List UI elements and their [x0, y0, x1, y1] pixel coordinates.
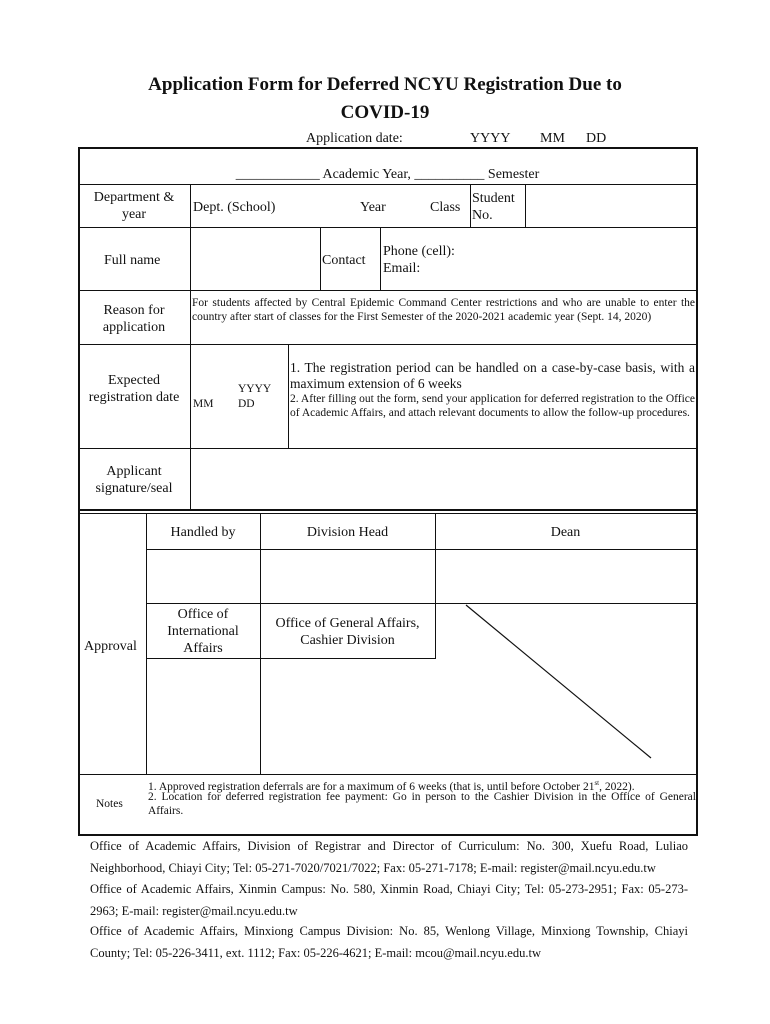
notes-label: Notes — [96, 798, 123, 810]
reason-label: Reason for application — [102, 303, 166, 335]
year-label: Year — [360, 200, 386, 215]
signature-label: Applicant signature/seal — [95, 464, 173, 496]
notes-item-2: 2. Location for deferred registration fee payment: Go in person to the Cashier Division in the Office of General Affairs. — [148, 791, 696, 817]
expected-note-2: 2. After filling out the form, send your application for deferred registration to the Office of Academic Affairs, and attach relevant documents to allow the follow-up procedures. — [290, 393, 695, 419]
application-date-dd: DD — [586, 131, 607, 146]
expected-yyyy: YYYY — [238, 383, 272, 395]
email-label: Email: — [383, 261, 421, 276]
handled-by-header: Handled by — [170, 525, 236, 540]
academic-year-line: ____________ Academic Year, __________ Semester — [235, 167, 540, 182]
class-label: Class — [430, 200, 461, 215]
footer-address-xinmin: Office of Academic Affairs, Xinmin Campus: No. 580, Xinmin Road, Chiayi City; Tel: 05-273-2951; Fax: 05-273-2963; E-mail: register@mail.ncyu.edu.tw — [90, 882, 688, 918]
notes-item-1: 1. Approved registration deferrals are for a maximum of 6 weeks (that is, until before October 21st, 2022). — [148, 779, 635, 793]
application-date-mm: MM — [540, 131, 565, 146]
footer-address-registrar: Office of Academic Affairs, Division of Registrar and Director of Curriculum: No. 300, Xuefu Road, Luliao Neighborhood, Chiayi City; Tel: 05-271-7020/7021/7022; Fax: 05-271-7178; E-mail: register@mail.ncyu.edu.tw — [90, 839, 688, 875]
footer-address-minxiong: Office of Academic Affairs, Minxiong Campus Division: No. 85, Wenlong Village, Minxiong Township, Chiayi County; Tel: 05-226-3411, ext. 1112; Fax: 05-226-4621; E-mail: mcou@mail.ncyu.edu.tw — [90, 924, 688, 960]
oga-label: Office of General Affairs, Cashier Division — [275, 616, 420, 648]
student-no-label: Student No. — [472, 191, 515, 223]
department-year-label: Department & year — [93, 190, 175, 222]
division-head-header: Division Head — [306, 525, 389, 540]
dept-school-label: Dept. (School) — [193, 200, 276, 215]
expected-date-label: Expected registration date — [88, 373, 180, 405]
oia-label: Office of International Affairs — [167, 607, 239, 656]
expected-mm: MM — [193, 398, 214, 410]
phone-label: Phone (cell): — [383, 244, 455, 259]
reason-text: For students affected by Central Epidemic Command Center restrictions and who are unable to enter the country after start of classes for the First Semester of the 2020-2021 academic year (Sept. 14, 2020) — [192, 297, 695, 323]
application-date-label: Application date: — [306, 131, 403, 146]
application-date-yyyy: YYYY — [470, 131, 511, 146]
form-title-line1: Application Form for Deferred NCYU Registration Due to — [148, 74, 622, 95]
full-name-label: Full name — [104, 253, 161, 268]
form-title-line2: COVID-19 — [340, 102, 430, 123]
expected-note-1: 1. The registration period can be handled on a case-by-case basis, with a maximum extension of 6 weeks — [290, 360, 695, 391]
approval-label: Approval — [84, 639, 137, 654]
contact-label: Contact — [322, 253, 366, 268]
dean-header: Dean — [550, 525, 581, 540]
expected-dd: DD — [238, 398, 255, 410]
